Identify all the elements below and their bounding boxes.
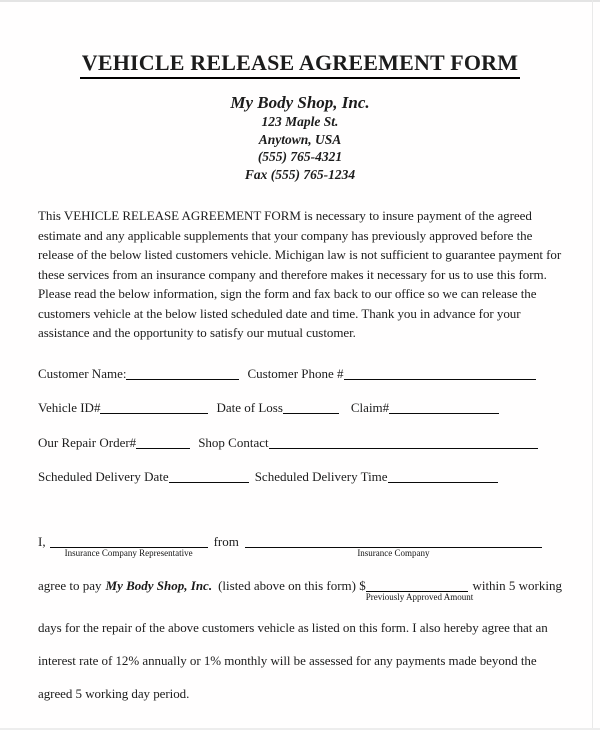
company-phone: (555) 765-4321 bbox=[257, 149, 343, 164]
payee-name: My Body Shop, Inc. bbox=[105, 578, 213, 593]
delivery-time-blank[interactable] bbox=[388, 470, 498, 483]
agree-middle: (listed above on this form) $ bbox=[218, 578, 366, 593]
repair-order-label: Our Repair Order# bbox=[38, 434, 137, 450]
document-content bbox=[38, 0, 562, 710]
intro-paragraph: This VEHICLE RELEASE AGREEMENT FORM is necessary to insure payment of the agreed estimate and any applicable supplements that your company has previously approved before the release of the below listed customers vehicle. Michigan law is not sufficient to guarantee payment for these services from an insurance company and therefore makes it necessary for us to use this form. Please read the below information, sign the form and fax back to our office so we can release the customers vehicle at the below listed scheduled date and time. Thank you in advance for your assistance and the opportunity to satisfy our mutual customer. bbox=[38, 208, 562, 340]
company-header bbox=[38, 92, 562, 183]
delivery-date-label: Scheduled Delivery Date bbox=[38, 469, 169, 484]
form-fields bbox=[38, 365, 562, 486]
document-title: VEHICLE RELEASE AGREEMENT FORM bbox=[80, 50, 521, 79]
company-city: Anytown, USA bbox=[258, 131, 342, 147]
customer-name-label: Customer Name: bbox=[38, 365, 127, 381]
field-row-customer bbox=[38, 365, 562, 382]
company-fax: Fax (555) 765-1234 bbox=[244, 166, 356, 182]
approved-amount-caption: Previously Approved Amount bbox=[365, 592, 474, 602]
company-name: My Body Shop, Inc. bbox=[230, 93, 370, 112]
date-of-loss-blank[interactable] bbox=[283, 401, 339, 414]
field-row-delivery bbox=[38, 468, 562, 485]
customer-name-blank[interactable] bbox=[126, 367, 239, 380]
repair-order-blank[interactable] bbox=[136, 436, 190, 449]
customer-phone-label: Customer Phone # bbox=[247, 365, 344, 381]
customer-phone-blank[interactable] bbox=[344, 367, 536, 380]
agree-suffix: within 5 working bbox=[472, 578, 562, 593]
insurance-rep-blank[interactable] bbox=[50, 535, 208, 558]
insurance-rep-caption: Insurance Company Representative bbox=[64, 548, 193, 558]
delivery-date-blank[interactable] bbox=[169, 470, 249, 483]
vehicle-id-blank[interactable] bbox=[100, 401, 208, 414]
claim-label: Claim# bbox=[350, 400, 390, 415]
insurance-company-blank[interactable] bbox=[245, 535, 542, 558]
delivery-time-label: Scheduled Delivery Time bbox=[254, 469, 388, 484]
vehicle-id-label: Vehicle ID# bbox=[38, 400, 101, 415]
claim-blank[interactable] bbox=[389, 401, 499, 414]
from-label: from bbox=[213, 534, 239, 549]
company-street: 123 Maple St. bbox=[261, 114, 339, 129]
shop-contact-blank[interactable] bbox=[269, 436, 538, 449]
i-label: I, bbox=[38, 534, 46, 549]
agree-prefix: agree to pay bbox=[38, 578, 102, 593]
insurance-company-caption: Insurance Company bbox=[357, 548, 430, 558]
terms-paragraph: days for the repair of the above customers vehicle as listed on this form. I also hereby agree that an interest rate of 12% annually or 1% monthly will be assessed for any payments made beyond the agreed 5 working day period. bbox=[38, 620, 548, 701]
signature-row bbox=[38, 533, 562, 558]
page-right-edge bbox=[592, 0, 593, 730]
date-of-loss-label: Date of Loss bbox=[216, 400, 283, 415]
agree-to-pay-line bbox=[38, 577, 562, 602]
field-row-vehicle bbox=[38, 399, 562, 416]
shop-contact-label: Shop Contact bbox=[198, 434, 269, 450]
field-row-repair-order bbox=[38, 434, 562, 451]
approved-amount-blank[interactable] bbox=[365, 579, 474, 602]
